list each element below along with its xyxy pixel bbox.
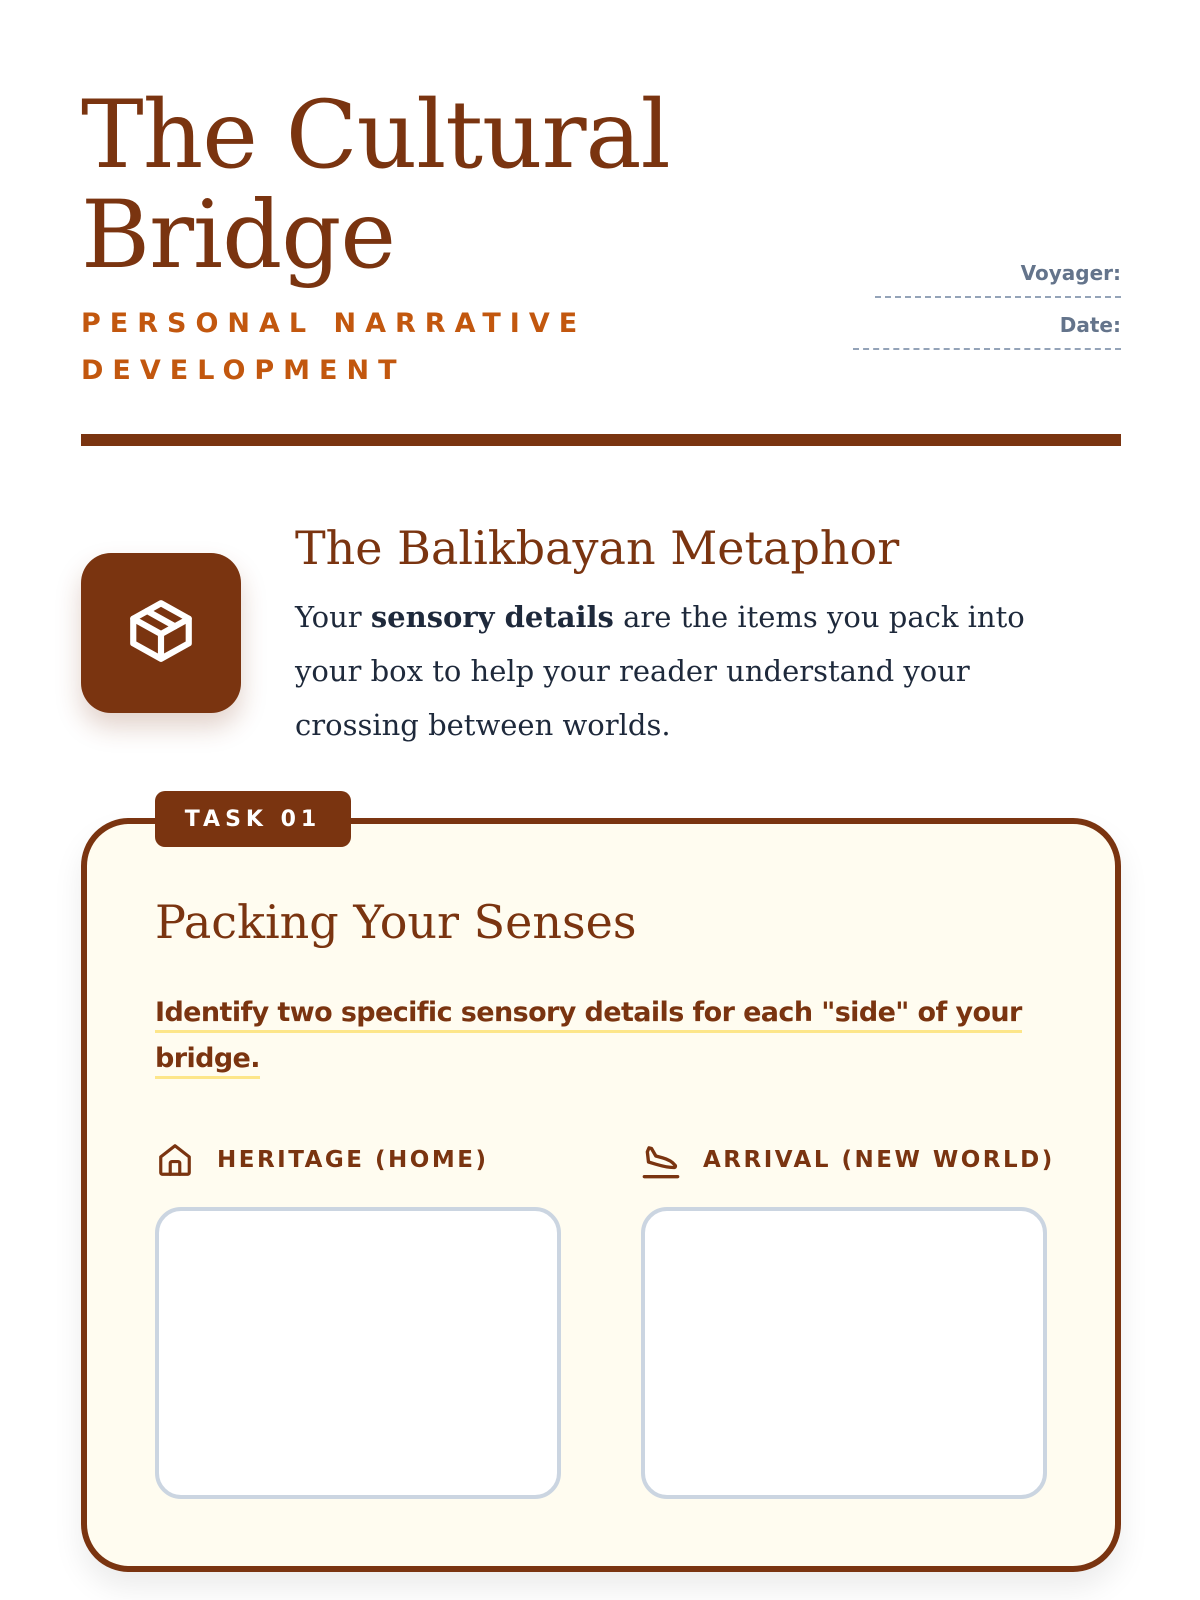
task-instruction <box>155 990 1035 1082</box>
metaphor-title: The Balikbayan Metaphor <box>295 521 900 575</box>
date-label: Date: <box>1059 313 1121 337</box>
worksheet-page <box>81 0 1121 1600</box>
date-field[interactable] <box>853 348 1121 350</box>
page-title: The Cultural Bridge <box>81 81 670 290</box>
arrival-label-text: ARRIVAL (NEW WORLD) <box>703 1147 1055 1173</box>
arrival-column-label <box>641 1138 1055 1182</box>
metaphor-description <box>295 590 1095 752</box>
metaphor-text-end: are the items you pack into your box to help your reader understand your crossing between worlds. <box>295 600 1025 742</box>
voyager-field[interactable] <box>875 296 1121 298</box>
task-title: Packing Your Senses <box>155 895 637 949</box>
task-badge: TASK 01 <box>155 791 351 847</box>
home-icon <box>155 1140 195 1180</box>
metaphor-text-emphasis: sensory details <box>370 600 614 634</box>
header-divider <box>81 434 1121 446</box>
heritage-label-text: HERITAGE (HOME) <box>217 1147 489 1173</box>
task-instruction-text: Identify two specific sensory details for each "side" of your bridge. <box>155 997 1022 1079</box>
voyager-label: Voyager: <box>1020 261 1121 285</box>
metaphor-icon-tile <box>81 553 241 713</box>
page-subtitle: PERSONAL NARRATIVE DEVELOPMENT <box>81 308 587 386</box>
arrival-answer-box[interactable] <box>641 1207 1047 1499</box>
heritage-answer-box[interactable] <box>155 1207 561 1499</box>
meta-fields <box>801 260 1121 364</box>
heritage-column-label <box>155 1138 488 1182</box>
plane-landing-icon <box>641 1140 681 1180</box>
package-icon <box>124 594 198 673</box>
metaphor-text-start: Your <box>295 600 371 634</box>
